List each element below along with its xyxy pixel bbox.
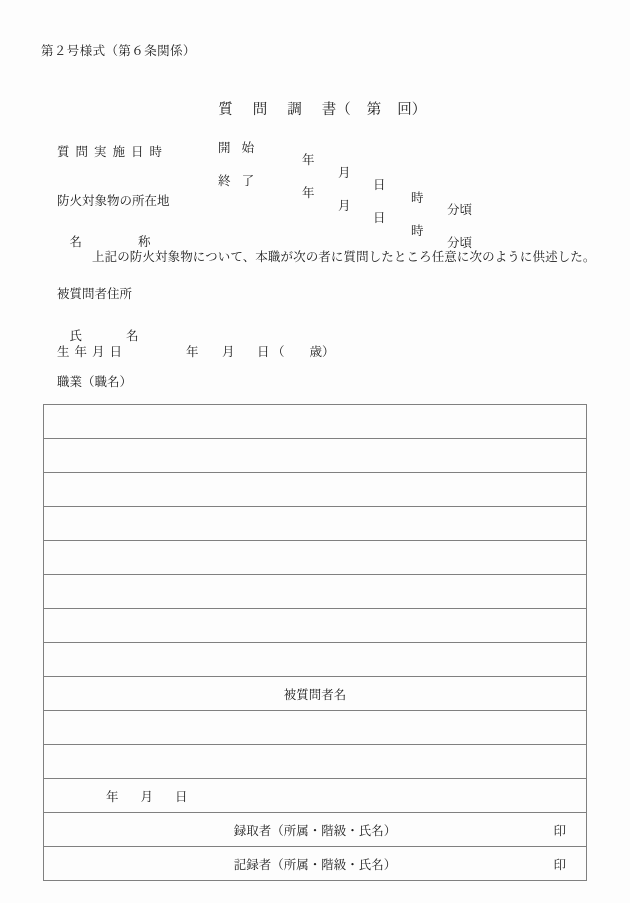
- interview-start-year: 年: [302, 153, 315, 167]
- record-date-cell[interactable]: [44, 779, 587, 813]
- table-row[interactable]: [44, 473, 587, 507]
- record-blank-cell[interactable]: [44, 609, 587, 643]
- form-number: 第２号様式（第６条関係）: [41, 44, 196, 58]
- page-title: [0, 88, 630, 132]
- record-table-body: [44, 405, 587, 881]
- record-blank-cell[interactable]: [44, 643, 587, 677]
- recorder-label: 録取者（所属・階級・氏名）: [233, 823, 397, 838]
- interviewee-name-cell[interactable]: 被質問者名: [44, 677, 587, 711]
- interview-start-minute: 分頃: [447, 203, 473, 217]
- interviewee-birth-day: 日: [257, 345, 270, 359]
- record-date-year: 年: [106, 789, 141, 804]
- record-date-month: 月: [140, 789, 176, 804]
- record-blank-cell[interactable]: [44, 439, 587, 473]
- record-blank-cell[interactable]: [44, 541, 587, 575]
- title-char-1: 質: [218, 101, 253, 118]
- table-row[interactable]: [44, 439, 587, 473]
- record-blank-cell[interactable]: [44, 507, 587, 541]
- record-blank-cell[interactable]: [44, 575, 587, 609]
- interviewee-name-label-suffix: 名: [126, 328, 139, 343]
- premises-address-label: 防火対象物の所在地: [57, 194, 170, 208]
- interview-start-hour: 時: [411, 190, 424, 205]
- interviewee-birth-age: （ 歳）: [272, 345, 335, 359]
- table-row-recorder[interactable]: [44, 813, 587, 847]
- interview-start-label: 開 始: [218, 140, 259, 155]
- title-suffix-open: （第: [336, 101, 398, 118]
- interviewee-name-label-prefix: 氏: [69, 328, 127, 343]
- record-blank-cell[interactable]: [44, 711, 587, 745]
- interview-end-month: 月: [338, 198, 351, 213]
- interview-start-month: 月: [338, 165, 351, 180]
- title-suffix-close: 回）: [397, 101, 427, 118]
- interviewee-address-label: 被質問者住所: [57, 287, 133, 301]
- recorder-seal-mark[interactable]: 印: [553, 823, 566, 838]
- interview-start-day: 日: [373, 178, 386, 192]
- table-row[interactable]: [44, 609, 587, 643]
- table-row[interactable]: [44, 507, 587, 541]
- scribe-cell[interactable]: [44, 847, 587, 881]
- title-char-2: 問: [252, 101, 288, 118]
- scribe-seal-mark[interactable]: 印: [553, 857, 566, 872]
- recorder-row-content: [44, 813, 586, 846]
- interviewee-occupation-label: 職業（職名）: [57, 375, 133, 389]
- interviewee-birth-year: 年: [186, 345, 199, 359]
- interview-datetime-label: 質問実施日時: [57, 145, 169, 159]
- premises-name-label-prefix: 名: [69, 234, 139, 249]
- table-row-date[interactable]: [44, 779, 587, 813]
- record-blank-cell[interactable]: [44, 745, 587, 779]
- interview-end-hour: 時: [411, 223, 424, 238]
- table-row[interactable]: [44, 541, 587, 575]
- interview-end-day: 日: [373, 211, 386, 225]
- title-char-4: 書: [321, 101, 337, 118]
- interview-end-year: 年: [302, 186, 315, 200]
- record-blank-cell[interactable]: [44, 405, 587, 439]
- interview-end-minute: 分頃: [447, 236, 473, 250]
- table-row-scribe[interactable]: [44, 847, 587, 881]
- table-row[interactable]: [44, 711, 587, 745]
- scribe-row-content: [44, 847, 586, 880]
- statement-paragraph: 上記の防火対象物について、本職が次の者に質問したところ任意に次のように供述した。: [92, 250, 596, 264]
- record-blank-cell[interactable]: [44, 473, 587, 507]
- interview-end-label: 終 了: [218, 173, 259, 188]
- premises-name-label-suffix: 称: [138, 234, 151, 249]
- table-row[interactable]: [44, 575, 587, 609]
- interviewee-birth-month: 月: [222, 345, 235, 359]
- table-row[interactable]: [44, 745, 587, 779]
- interviewee-birthdate-label: 生年月日: [57, 345, 128, 359]
- record-date-day: 日: [175, 789, 188, 804]
- table-row-interviewee-name[interactable]: [44, 677, 587, 711]
- title-char-3: 調: [287, 101, 322, 118]
- table-row[interactable]: [44, 643, 587, 677]
- record-table: [43, 404, 587, 881]
- table-row[interactable]: [44, 405, 587, 439]
- scribe-label: 記録者（所属・階級・氏名）: [233, 857, 397, 872]
- recorder-cell[interactable]: [44, 813, 587, 847]
